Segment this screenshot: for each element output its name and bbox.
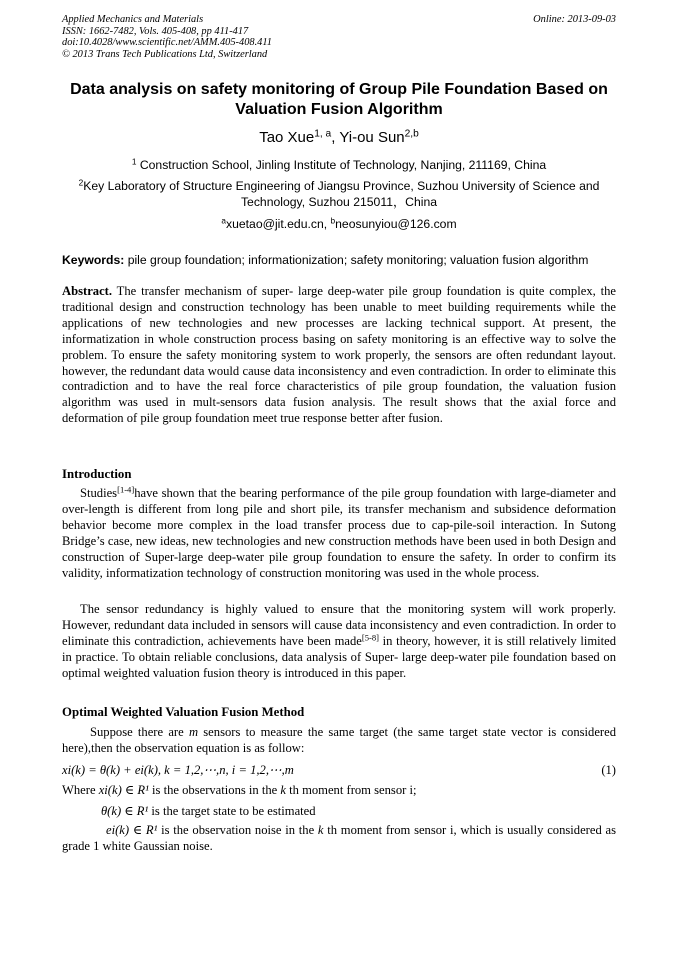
method-p1-b: sensors to measure the same target (the same target state vector is considered here),then the observation equation is as follow:: [62, 725, 617, 755]
affiliation-2-mark: 2: [78, 177, 84, 188]
author-separator: ,: [331, 129, 340, 146]
intro-p1-rest: have shown that the bearing performance of the pile group foundation with large-diameter and over-length is different from long pile and short pile, its transfer mechanism and subsidence deformation behavior become more complex in the load transfer process due to cap-pile-soil interaction. In Sutong Bridge’s case, new ideas, new technologies and new construction methods have been used in both Design and construction of Super-large deep-water pile group foundation to ensure the safety. In order to confirm its validity, informatization technology of construction monitoring was used in the whole process.: [62, 486, 616, 580]
doi-line: doi:10.4028/www.scientific.net/AMM.405-408.411: [62, 37, 272, 49]
where-line-2: [101, 803, 616, 819]
where-3-a: is the observation noise in the: [157, 823, 318, 837]
abstract-text: The transfer mechanism of super- large deep-water pile group foundation is quite complex, the traditional design and construction technology has been unable to meet building requirements while the applications of new technologies and new processes are lacking technical support. At present, the informatization in whole construction process basing on safety monitoring is an effective way to solve the problem. To ensure the safety monitoring system to work properly, the sensors are often redundant layout. however, the redundant data would cause data inconsistency and even contradiction. In order to eliminate this contradiction and to have the real force characteristics of pile group foundation, the valuation fusion algorithm was used in mult-sensors data fusion analysis. The result shows that the axial force and deformation of pile group foundation meet true response better after fusion.: [62, 284, 616, 426]
email-b-mark: b: [330, 215, 336, 226]
introduction-heading: Introduction: [62, 467, 132, 481]
where-2-text: is the target state to be estimated: [148, 804, 316, 818]
affiliation-1-mark: 1: [131, 156, 137, 167]
email-b: neosunyiou@126.com: [335, 217, 457, 231]
keywords-text: pile group foundation; informationization; safety monitoring; valuation fusion algorithm: [124, 253, 589, 267]
where-3-symbol: ei(k) ∈ R¹: [106, 823, 158, 837]
where-line-1: [62, 782, 616, 798]
abstract: [62, 284, 616, 427]
intro-p1-start: Studies: [80, 486, 118, 500]
affiliation-2: [62, 178, 616, 210]
introduction-paragraph-2: [62, 602, 616, 682]
where-3-k: k: [317, 823, 324, 837]
method-p1-a: Suppose there are: [90, 725, 189, 739]
method-heading: Optimal Weighted Valuation Fusion Method: [62, 705, 305, 719]
copyright-line: © 2013 Trans Tech Publications Ltd, Switzerland: [62, 48, 268, 60]
equation-1: [62, 762, 616, 778]
keywords-label: Keywords:: [62, 253, 125, 267]
where-1-k: k: [280, 783, 286, 797]
author-2-affil-mark: 2,b: [404, 128, 419, 140]
author-2-name: Yi-ou Sun: [339, 129, 405, 146]
email-a: xuetao@jit.edu.cn,: [226, 217, 331, 231]
where-3-b: th moment from sensor i, which is usually considered as grade 1 white Gaussian noise.: [62, 823, 616, 853]
where-line-3: [62, 823, 616, 855]
journal-name: Applied Mechanics and Materials: [62, 14, 204, 25]
affiliation-1-text: Construction School, Jinling Institute of Technology, Nanjing, 211169, China: [136, 158, 547, 172]
email-a-mark: a: [221, 215, 226, 226]
where-label: Where: [62, 783, 99, 797]
issn-line: ISSN: 1662-7482, Vols. 405-408, pp 411-417: [62, 25, 249, 37]
where-1-b: th moment from sensor i;: [285, 783, 417, 797]
intro-p2-rest: in theory, however, it is still relatively limited in practice. To obtain reliable conclusions, data analysis of Super- large deep-water pile foundation based on optimal weighted valuation fusion theory is introduced in this paper.: [62, 633, 616, 680]
journal-header: [62, 14, 616, 60]
paper-title: Data analysis on safety monitoring of Group Pile Foundation Based on Valuation Fusion Algorithm: [70, 81, 608, 118]
affiliation-1: [62, 157, 616, 173]
author-1-affil-mark: 1, a: [314, 128, 332, 140]
author-line: [62, 129, 616, 147]
method-p1-m: m: [188, 725, 199, 739]
where-2-symbol: θ(k) ∈ R¹: [101, 804, 149, 818]
where-1-symbol: xi(k) ∈ R¹: [98, 783, 149, 797]
method-paragraph-1: [62, 725, 616, 757]
intro-p2-start: The sensor redundancy is highly valued to ensure that the monitoring system will work properly. However, redundant data included in sensors will cause data inconsistency and even contradiction. In order to eliminate this contradiction, achievements have been made: [62, 602, 616, 648]
affiliation-2-text: Key Laboratory of Structure Engineering of Jiangsu Province, Suzhou University of Science and Technology, Suzhou 215011，China: [83, 179, 600, 209]
intro-p1-ref: [1-4]: [117, 484, 135, 495]
keywords: [62, 252, 616, 268]
equation-1-number: (1): [601, 763, 616, 777]
intro-p2-ref: [5-8]: [361, 632, 379, 643]
online-date: Online: 2013-09-03: [533, 14, 616, 25]
introduction-paragraph-1: [62, 486, 616, 581]
equation-1-expression: xi(k) = θ(k) + ei(k), k = 1,2,⋯,n, i = 1,2,⋯,m: [62, 763, 294, 777]
abstract-label: Abstract.: [62, 284, 113, 298]
author-1-name: Tao Xue: [259, 129, 315, 146]
where-1-a: is the observations in the: [148, 783, 281, 797]
email-line: [62, 216, 616, 232]
